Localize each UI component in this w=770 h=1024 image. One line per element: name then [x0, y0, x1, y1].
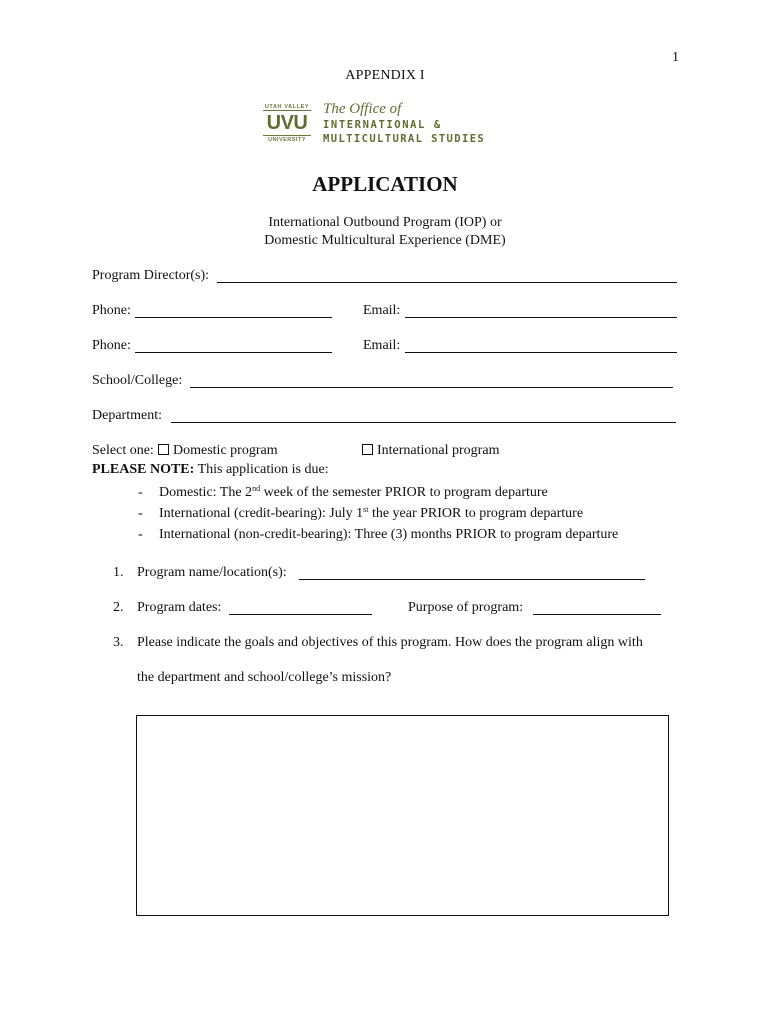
bullet-dash: -	[138, 527, 143, 542]
school-college-label: School/College:	[92, 373, 183, 388]
uvu-logo	[263, 102, 513, 150]
logo-international-line: INTERNATIONAL &	[323, 119, 442, 131]
bullet-dash: -	[138, 506, 143, 521]
domestic-option[interactable]	[158, 443, 278, 459]
please-note-label: PLEASE NOTE:	[92, 462, 195, 477]
q3-number: 3.	[113, 635, 124, 650]
department-field[interactable]	[171, 422, 676, 423]
email1-label: Email:	[363, 303, 401, 318]
purpose-label: Purpose of program:	[408, 600, 524, 615]
goals-answer-box[interactable]	[136, 715, 669, 916]
international-option[interactable]	[362, 443, 499, 459]
phone2-label: Phone:	[92, 338, 131, 353]
purpose-field[interactable]	[533, 614, 661, 615]
school-college-field[interactable]	[190, 387, 673, 388]
select-one-label: Select one:	[92, 443, 154, 458]
program-directors-label: Program Director(s):	[92, 268, 210, 283]
phone1-field[interactable]	[135, 317, 332, 318]
department-label: Department:	[92, 408, 162, 423]
goals-question-line1: Please indicate the goals and objectives of this program. How does the program align with	[137, 635, 643, 650]
email1-field[interactable]	[405, 317, 677, 318]
logo-multicultural-line: MULTICULTURAL STUDIES	[323, 133, 486, 145]
logo-uvu-top-text: UTAH VALLEY	[264, 104, 310, 110]
email2-field[interactable]	[405, 352, 677, 353]
program-name-field[interactable]	[299, 579, 645, 580]
bullet-dash: -	[138, 485, 143, 500]
program-name-label: Program name/location(s):	[137, 565, 287, 580]
program-directors-field[interactable]	[217, 282, 677, 283]
subtitle-dme: Domestic Multicultural Experience (DME)	[264, 233, 506, 248]
page-number: 1	[672, 50, 679, 65]
program-dates-field[interactable]	[229, 614, 372, 615]
q1-number: 1.	[113, 565, 124, 580]
logo-uvu-bottom-text: UNIVERSITY	[263, 135, 311, 143]
domestic-option-label: Domestic program	[173, 443, 278, 458]
appendix-heading: APPENDIX I	[345, 68, 425, 83]
please-note-text: This application is due:	[197, 462, 329, 477]
please-note	[92, 462, 329, 478]
due-international-noncredit: International (non-credit-bearing): Three (3) months PRIOR to program departure	[159, 527, 619, 542]
goals-question-line2: the department and school/college’s mission?	[137, 670, 392, 685]
page-title: APPLICATION	[312, 172, 458, 196]
international-option-label: International program	[377, 443, 500, 458]
phone1-label: Phone:	[92, 303, 131, 318]
logo-office-line: The Office of	[323, 101, 402, 117]
program-dates-label: Program dates:	[137, 600, 222, 615]
domestic-checkbox[interactable]	[158, 444, 169, 455]
logo-uvu-mark: UVU	[266, 112, 308, 134]
international-checkbox[interactable]	[362, 444, 373, 455]
due-domestic: Domestic: The 2nd week of the semester PRIOR to program departure	[159, 484, 548, 500]
due-international-credit: International (credit-bearing): July 1st the year PRIOR to program departure	[159, 505, 584, 521]
q2-number: 2.	[113, 600, 124, 615]
subtitle-iop: International Outbound Program (IOP) or	[268, 215, 502, 230]
email2-label: Email:	[363, 338, 401, 353]
phone2-field[interactable]	[135, 352, 332, 353]
